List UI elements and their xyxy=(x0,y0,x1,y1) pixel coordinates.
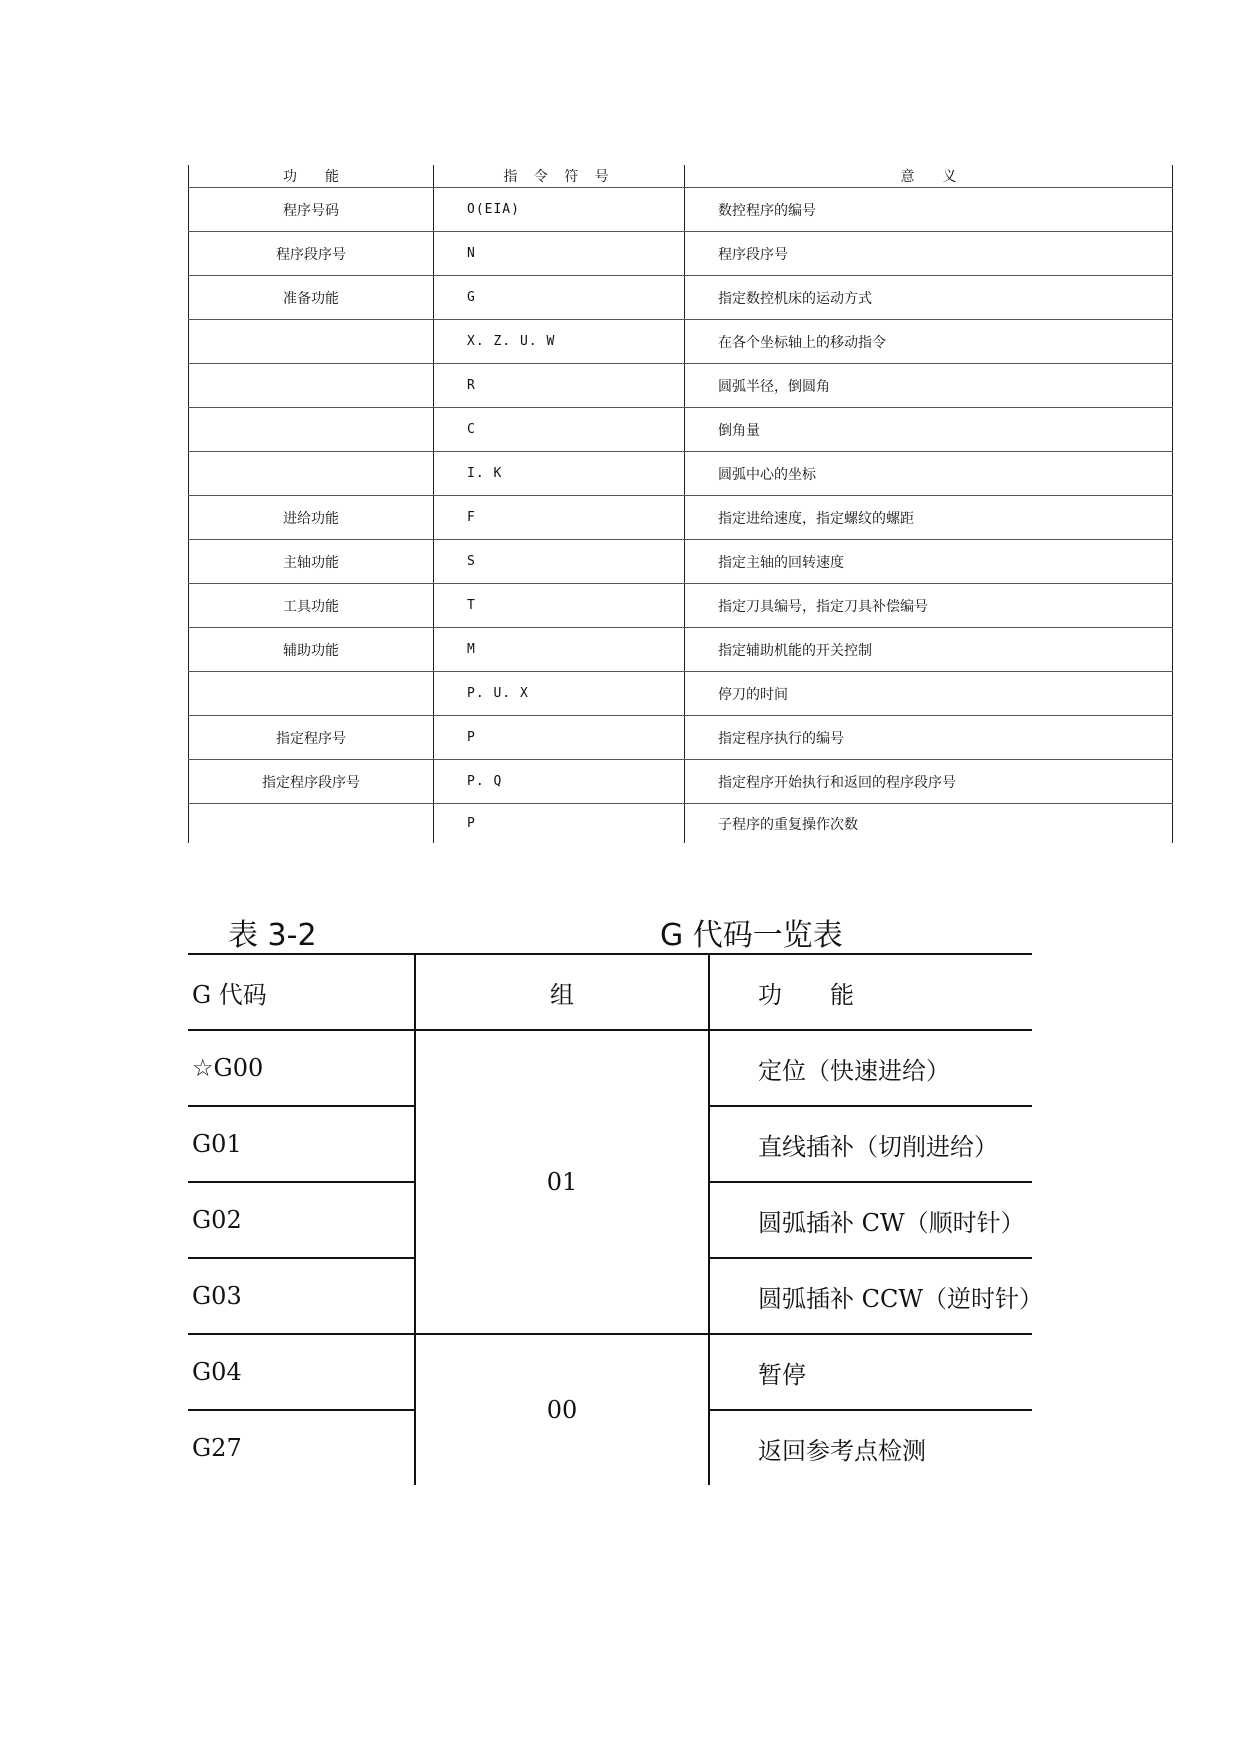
cell-g-code: G03 xyxy=(188,1258,415,1334)
table-row xyxy=(189,320,1173,364)
cell-meaning: 指定刀具编号，指定刀具补偿编号 xyxy=(685,584,1173,628)
cell-function: 工具功能 xyxy=(189,584,434,628)
table-header-row xyxy=(188,954,1032,1030)
cell-code: M xyxy=(434,628,685,672)
cell-code: R xyxy=(434,364,685,408)
table-row xyxy=(189,716,1173,760)
cell-meaning: 指定数控机床的运动方式 xyxy=(685,276,1173,320)
cell-meaning: 指定程序执行的编号 xyxy=(685,716,1173,760)
table-header-row xyxy=(189,165,1173,188)
cell-meaning: 指定辅助机能的开关控制 xyxy=(685,628,1173,672)
cell-code: P. U. X xyxy=(434,672,685,716)
cell-meaning: 停刀的时间 xyxy=(685,672,1173,716)
cell-meaning: 圆弧中心的坐标 xyxy=(685,452,1173,496)
table-row xyxy=(189,672,1173,716)
cell-function: 圆弧插补 CW（顺时针） xyxy=(709,1182,1032,1258)
table-row xyxy=(189,584,1173,628)
cell-meaning: 指定主轴的回转速度 xyxy=(685,540,1173,584)
cell-function: 返回参考点检测 xyxy=(758,1436,926,1465)
cell-g-code: ☆G00 xyxy=(188,1030,415,1106)
cell-meaning: 数控程序的编号 xyxy=(685,188,1173,232)
table-row xyxy=(189,364,1173,408)
table-row xyxy=(189,628,1173,672)
header-function: 功 能 xyxy=(189,165,434,188)
g-code-table xyxy=(188,953,1044,1485)
cell-function xyxy=(189,408,434,452)
table-row xyxy=(189,804,1173,844)
command-table xyxy=(188,165,1173,843)
cell-function xyxy=(189,320,434,364)
cell-code: X. Z. U. W xyxy=(434,320,685,364)
table-row xyxy=(189,452,1173,496)
cell-function xyxy=(189,452,434,496)
cell-function: 直线插补（切削进给） xyxy=(709,1106,1032,1182)
cell-code: C xyxy=(434,408,685,452)
table-row xyxy=(189,188,1173,232)
table-row xyxy=(189,276,1173,320)
cell-meaning: 圆弧半径，倒圆角 xyxy=(685,364,1173,408)
table-row xyxy=(189,540,1173,584)
cell-meaning: 程序段序号 xyxy=(685,232,1173,276)
header-group: 组 xyxy=(415,954,709,1030)
cell-code: P. Q xyxy=(434,760,685,804)
cell-code: P xyxy=(434,716,685,760)
cell-g-code: G27 xyxy=(188,1410,415,1485)
cell-group: 00 xyxy=(415,1334,709,1485)
cell-function: 进给功能 xyxy=(189,496,434,540)
cell-function xyxy=(189,672,434,716)
cell-function: 辅助功能 xyxy=(189,628,434,672)
table-row xyxy=(189,232,1173,276)
cell-g-code: G04 xyxy=(188,1334,415,1410)
header-meaning: 意 义 xyxy=(685,165,1173,188)
cell-function xyxy=(189,364,434,408)
cell-function: 程序号码 xyxy=(189,188,434,232)
cell-meaning: 子程序的重复操作次数 xyxy=(685,804,1173,844)
header-g-code: G 代码 xyxy=(188,954,415,1030)
cell-code: N xyxy=(434,232,685,276)
cell-g-code: G02 xyxy=(188,1182,415,1258)
cell-code: P xyxy=(434,804,685,844)
table-row xyxy=(189,408,1173,452)
cell-code: S xyxy=(434,540,685,584)
header-command-symbol: 指 令 符 号 xyxy=(434,165,685,188)
cell-function: 指定程序段序号 xyxy=(189,760,434,804)
cell-function: 主轴功能 xyxy=(189,540,434,584)
cell-function: 指定程序号 xyxy=(189,716,434,760)
table-caption: 表 3-2 xyxy=(228,918,317,953)
cell-code: G xyxy=(434,276,685,320)
table-row xyxy=(188,1334,1032,1410)
cell-g-code: G01 xyxy=(188,1106,415,1182)
cell-meaning: 在各个坐标轴上的移动指令 xyxy=(685,320,1173,364)
cell-meaning: 倒角量 xyxy=(685,408,1173,452)
cell-meaning: 指定进给速度，指定螺纹的螺距 xyxy=(685,496,1173,540)
cell-function: 圆弧插补 CCW（逆时针） xyxy=(709,1258,1032,1334)
table-row xyxy=(189,496,1173,540)
cell-function: 暂停 xyxy=(709,1334,1032,1410)
cell-code: I. K xyxy=(434,452,685,496)
header-function: 功 能 xyxy=(709,954,1032,1030)
table-row xyxy=(188,1030,1032,1106)
table-title: G 代码一览表 xyxy=(660,918,843,953)
cell-function: 准备功能 xyxy=(189,276,434,320)
cell-function: 定位（快速进给） xyxy=(709,1030,1032,1106)
cell-code: T xyxy=(434,584,685,628)
cell-function xyxy=(189,804,434,844)
cell-function: 程序段序号 xyxy=(189,232,434,276)
table-row xyxy=(189,760,1173,804)
cell-group: 01 xyxy=(415,1030,709,1334)
cell-code: F xyxy=(434,496,685,540)
cell-meaning: 指定程序开始执行和返回的程序段序号 xyxy=(685,760,1173,804)
cell-code: O(EIA) xyxy=(434,188,685,232)
